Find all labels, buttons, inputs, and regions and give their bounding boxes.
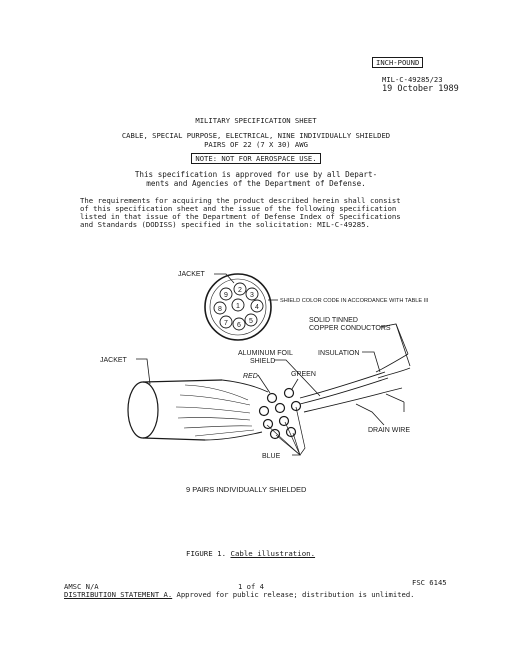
jacket-side-leader [136, 359, 150, 384]
extended-pair [300, 354, 410, 412]
spec-number: MIL-C-49285/23 [382, 75, 443, 84]
distribution-text: Approved for public release; distribution is unlimited. [176, 590, 415, 599]
approval-line1: This specification is approved for use by all Depart- [134, 170, 378, 179]
figure-caption [186, 549, 315, 558]
blue-label: BLUE [262, 453, 281, 460]
pair-number-3: 3 [250, 292, 254, 299]
distribution-label: DISTRIBUTION STATEMENT A. [64, 590, 173, 599]
sheet-title: MILITARY SPECIFICATION SHEET [195, 116, 317, 125]
jacket-top-label: JACKET [178, 271, 205, 278]
pair-number-6: 6 [237, 322, 241, 329]
amsc-label: AMSC N/A [64, 582, 99, 591]
approval-line2: ments and Agencies of the Department of Defense. [146, 179, 366, 188]
shielded-pair-ends [260, 389, 301, 439]
drain-wire-leader [356, 404, 384, 425]
figure-caption-prefix: FIGURE 1. [186, 549, 227, 558]
green-label: GREEN [291, 371, 316, 378]
pair-number-9: 9 [224, 292, 228, 299]
red-label: RED [243, 373, 258, 380]
pair-number-7: 7 [224, 320, 228, 327]
pair-number-8: 8 [218, 306, 222, 313]
cable-title-line2: PAIRS OF 22 (7 X 30) AWG [204, 140, 308, 149]
figure-caption-text: Cable illustration. [230, 549, 316, 558]
fsc-label: FSC 6145 [412, 578, 447, 587]
pair-number-1: 1 [236, 303, 240, 310]
distribution-statement [64, 590, 415, 599]
pair-number-5: 5 [249, 318, 253, 325]
aerospace-note: NOTE: NOT FOR AEROSPACE USE. [191, 153, 320, 164]
inch-pound-label: INCH-POUND [372, 57, 423, 68]
cable-top-edge [143, 380, 222, 382]
cable-bottom-edge [143, 438, 205, 440]
solid-tinned-label: SOLID TINNED [309, 317, 358, 324]
pair-numbers [218, 287, 259, 329]
drain-wire-label: DRAIN WIRE [368, 427, 410, 434]
requirements-line2: of this specification sheet and the issue of the following specification [80, 204, 397, 213]
jacket-side-label: JACKET [100, 357, 127, 364]
spec-date: 19 October 1989 [382, 84, 459, 94]
requirements-line3: listed in that issue of the Department of Defense Index of Specifications [80, 212, 401, 221]
cable-title-line1: CABLE, SPECIAL PURPOSE, ELECTRICAL, NINE INDIVIDUALLY SHIELDED [121, 131, 391, 140]
pairs-caption: 9 PAIRS INDIVIDUALLY SHIELDED [186, 485, 307, 494]
cable-body [128, 380, 268, 440]
copper-conductors-label: COPPER CONDUCTORS [309, 325, 391, 332]
insulation-label: INSULATION [318, 350, 360, 357]
requirements-line4: and Standards (DODISS) specified in the solicitation: MIL-C-49285. [80, 220, 370, 229]
aluminum-foil-label: ALUMINUM FOIL [238, 350, 293, 357]
pair-number-4: 4 [255, 304, 259, 311]
cable-end-ellipse [128, 382, 158, 438]
foil-leader [274, 360, 320, 396]
shield-code-label: SHIELD COLOR CODE IN ACCORDANCE WITH TABLE III [280, 298, 429, 304]
insulation-leader [362, 352, 380, 372]
pair-number-2: 2 [238, 287, 242, 294]
requirements-line1: The requirements for acquiring the product described herein shall consist [80, 196, 401, 205]
shield-label: SHIELD [250, 358, 276, 365]
page-number: 1 of 4 [238, 582, 264, 591]
